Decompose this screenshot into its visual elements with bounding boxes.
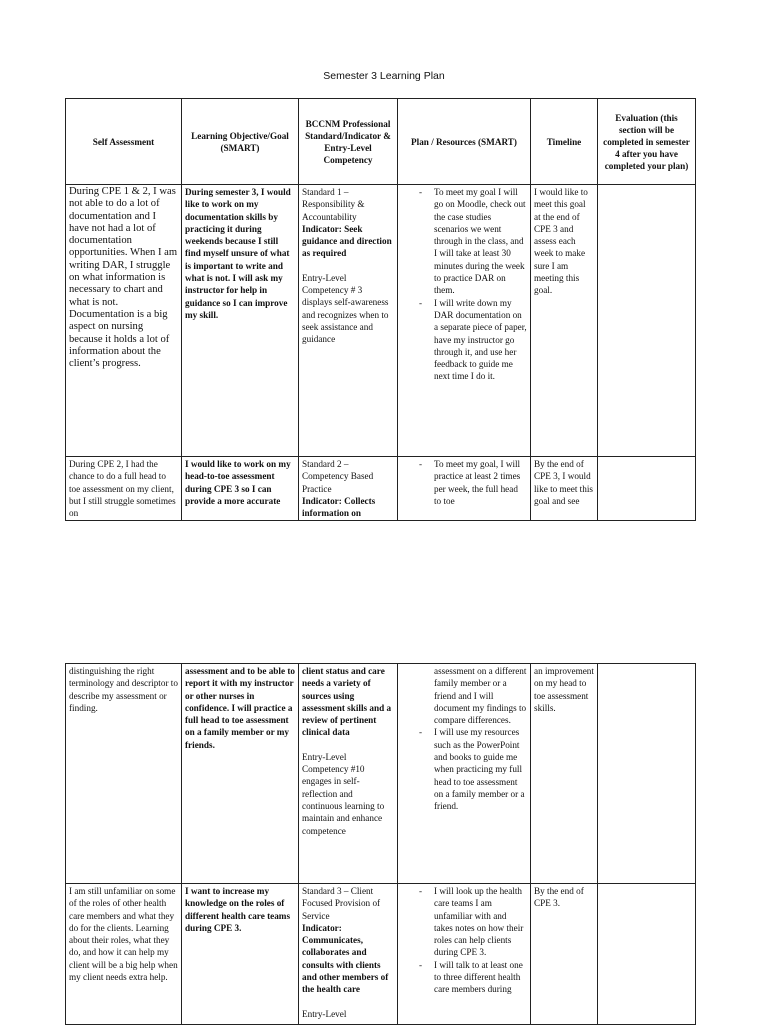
plan-item: - I will use my resources such as the PowerPoint and books to guide me when practicing my full head to toe assessment on a family member or a friend. xyxy=(419,727,525,812)
header-plan-resources: Plan / Resources (SMART) xyxy=(398,99,531,185)
indicator-text: Indicator: Communicates, collaborates and consults with clients and other members of the health care xyxy=(302,922,389,995)
cell-objective: assessment and to be able to report it with my instructor or other nurses in confidence. I will practice a full head to toe assessment on a family member or my friends. xyxy=(182,664,299,884)
plan-list xyxy=(401,458,527,507)
cell-plan xyxy=(398,884,531,1025)
plan-item: - I will write down my DAR documentation on a separate piece of paper, have my instructor go through it, and use her feedback to guide me next time I do it. xyxy=(419,297,527,382)
plan-item: - To meet my goal, I will practice at least 2 times per week, the full head to toe xyxy=(419,459,521,506)
cell-evaluation xyxy=(598,185,696,457)
cell-standard xyxy=(299,884,398,1025)
header-bccnm-standard: BCCNM Professional Standard/Indicator & Entry-Level Competency xyxy=(299,99,398,185)
indicator-text: client status and care needs a variety of sources using assessment skills and a review of pertinent clinical data xyxy=(302,666,392,738)
plan-item-text: I will write down my DAR documentation on a separate piece of paper, have my instructor go through it, and use her feedback to guide me next time I do it. xyxy=(434,297,527,382)
competency-text: Entry-Level Competency #10 engages in self-reflection and continuous learning to maintain and enhance competence xyxy=(302,751,385,836)
learning-plan-table-page-1 xyxy=(65,98,696,521)
plan-item-text: To meet my goal, I will practice at least 2 times per week, the full head to toe xyxy=(434,459,521,506)
document-title: Semester 3 Learning Plan xyxy=(323,70,445,82)
cell-evaluation xyxy=(598,884,696,1025)
header-self-assessment: Self Assessment xyxy=(66,99,182,185)
cell-plan xyxy=(398,664,531,884)
table-row-health-care-roles xyxy=(66,884,696,1025)
plan-list xyxy=(401,885,527,996)
table-row-documentation xyxy=(66,185,696,457)
standard-text: Standard 2 – Competency Based Practice xyxy=(302,459,374,494)
cell-plan xyxy=(398,457,531,521)
plan-item: - I will talk to at least one to three different health care members during xyxy=(419,959,523,995)
plan-item-continued xyxy=(401,665,527,726)
cell-standard xyxy=(299,185,398,457)
plan-list xyxy=(401,665,527,813)
learning-plan-table-page-2 xyxy=(65,663,696,1025)
header-learning-objective: Learning Objective/Goal (SMART) xyxy=(182,99,299,185)
cell-objective: I would like to work on my head-to-toe assessment during CPE 3 so I can provide a more accurate xyxy=(182,457,299,521)
cell-timeline: I would like to meet this goal at the end of CPE 3 and assess each week to make sure I am meeting this goal. xyxy=(531,185,598,457)
indicator-text: Indicator: Seek guidance and direction as required xyxy=(302,223,392,259)
cell-timeline: By the end of CPE 3, I would like to meet this goal and see xyxy=(531,457,598,521)
plan-item-text: I will use my resources such as the PowerPoint and books to guide me when practicing my full head to toe assessment on a family member or a friend. xyxy=(434,727,525,812)
plan-item: - I will look up the health care teams I am unfamiliar with and takes notes on how their roles can help clients during CPE 3. xyxy=(419,886,524,958)
header-evaluation: Evaluation (this section will be completed in semester 4 after you have completed your plan) xyxy=(598,99,696,185)
table-row-assessment-part-1 xyxy=(66,457,696,521)
cell-self-assessment: I am still unfamiliar on some of the roles of other health care members and what they do for the clients. Learning about their roles, what they do, and how it can help my client will be a big help when my client needs extra help. xyxy=(66,884,182,1025)
plan-item-text: To meet my goal I will go on Moodle, check out the case studies scenarios we went through in the class, and I will take at least 30 minutes during the week to practice DAR on them. xyxy=(434,187,526,296)
cell-timeline: By the end of CPE 3. xyxy=(531,884,598,1025)
cell-objective: During semester 3, I would like to work on my documentation skills by practicing it during weekends because I still find myself unsure of what is important to write and what is not. I will ask my instructor for help in guidance so I can improve my skill. xyxy=(182,185,299,457)
cell-evaluation xyxy=(598,457,696,521)
plan-item-text: I will talk to at least one to three different health care members during xyxy=(434,959,523,995)
competency-text: Entry-Level Competency # 3 displays self-awareness and recognizes when to seek assistance and guidance xyxy=(302,272,389,345)
indicator-text: Indicator: Collects information on xyxy=(302,495,376,519)
cell-evaluation xyxy=(598,664,696,884)
plan-item-text: assessment on a different family member or a friend and I will document my findings to compare differences. xyxy=(434,666,527,726)
cell-timeline: an improvement on my head to toe assessment skills. xyxy=(531,664,598,884)
cell-standard xyxy=(299,664,398,884)
header-timeline: Timeline xyxy=(531,99,598,185)
standard-text: Standard 1 – Responsibility & Accountability xyxy=(302,187,365,222)
cell-self-assessment: During CPE 1 & 2, I was not able to do a lot of documentation and I have not had a lot of documentation opportunities. When I am writing DAR, I struggle on what information is necessary to chart and what is not. Documentation is a big aspect on nursing because it holds a lot of information about the client’s progress. xyxy=(66,185,182,457)
competency-text: Entry-Level xyxy=(302,1008,347,1019)
table-row-assessment-part-2 xyxy=(66,664,696,884)
cell-plan xyxy=(398,185,531,457)
cell-standard xyxy=(299,457,398,521)
plan-list xyxy=(401,186,527,383)
standard-text: Standard 3 – Client Focused Provision of Service xyxy=(302,886,381,921)
table-header-row xyxy=(66,99,696,185)
plan-item-text: I will look up the health care teams I am unfamiliar with and takes notes on how their roles can help clients during CPE 3. xyxy=(434,886,524,958)
cell-self-assessment: distinguishing the right terminology and descriptor to describe my assessment or finding. xyxy=(66,664,182,884)
cell-objective: I want to increase my knowledge on the roles of different health care teams during CPE 3. xyxy=(182,884,299,1025)
plan-item: - To meet my goal I will go on Moodle, check out the case studies scenarios we went through in the class, and I will take at least 30 minutes during the week to practice DAR on them. xyxy=(419,187,526,296)
cell-self-assessment: During CPE 2, I had the chance to do a full head to toe assessment on my client, but I still struggle sometimes on xyxy=(66,457,182,521)
